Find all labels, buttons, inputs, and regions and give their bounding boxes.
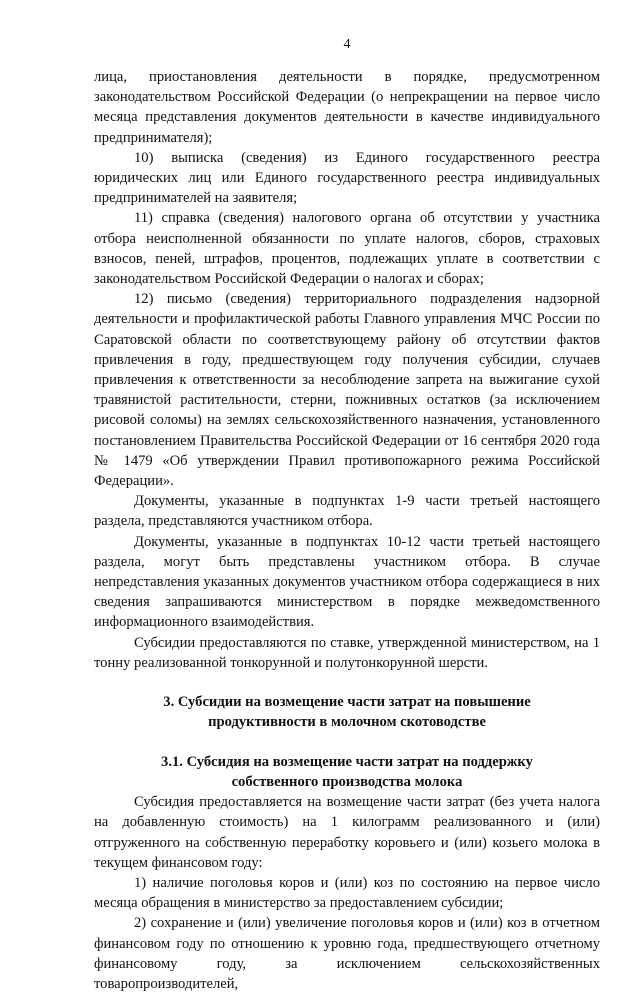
paragraph-item-12: 12) письмо (сведения) территориального подразделения надзорной деятельности и профилактической работы Главного управления МЧС России по Саратовской области по соответствующему району об отсутствии фактов привлечения в году, предшествующем году получения субсидии, случаев привлечения к ответственности за несоблюдение запрета на выжигание сухой травянистой растительности, стерни, пожнивных остатков (за исключением рисовой соломы) на землях сельскохозяйственного назначения, установленного постановлением Правительства Российской Федерации от 16 сентября 2020 года № 1479 «Об утверждении Правил противопожарного режима Российской Федерации». [94,291,600,490]
section-3-1-heading-line-1: 3.1. Субсидия на возмещение части затрат на поддержку [161,754,533,771]
paragraph-item-10: 10) выписка (сведения) из Единого государственного реестра юридических лиц или Единого государственного реестра индивидуальных предпринимателей на заявителя; [94,149,600,207]
paragraph-subsidy-purpose: Субсидия предоставляется на возмещение части затрат (без учета налога на добавленную стоимость) на 1 килограмм реализованного и (или) отгруженного на собственную переработку коровьего и (или) козьего молока в текущем финансовом году: [94,794,600,871]
paragraph-documents-1-9: Документы, указанные в подпунктах 1-9 части третьей настоящего раздела, представляются участником отбора. [94,493,600,530]
bottom-paragraphs [94,792,600,994]
section-3-1-heading [94,752,600,792]
paragraph-condition-2: 2) сохранение и (или) увеличение поголовья коров и (или) коз в отчетном финансовом году по отношению к уровню года, предшествующего отчетному финансовому году, за исключением сельскохозяйственных товаропроизводителей, [94,915,600,992]
paragraph-continuation: лица, приостановления деятельности в порядке, предусмотренном законодательством Российской Федерации (о непрекращении на первое число месяца представления документов деятельности в качестве индивидуального предпринимателя); [94,69,600,146]
paragraph-documents-10-12: Документы, указанные в подпунктах 10-12 части третьей настоящего раздела, могут быть представлены участником отбора. В случае непредставления указанных документов участником отбора содержащиеся в них сведения запрашиваются министерством в порядке межведомственного информационного взаимодействия. [94,533,600,631]
paragraph-condition-1: 1) наличие поголовья коров и (или) коз по состоянию на первое число месяца обращения в министерство за предоставлением субсидии; [94,874,600,912]
page-number: 4 [343,37,351,52]
section-3-heading [94,692,600,732]
paragraph-subsidy-rate: Субсидии предоставляются по ставке, утвержденной министерством, на 1 тонну реализованной тонкорунной и полутонкорунной шерсти. [94,634,600,671]
section-3-1-heading-line-2: собственного производства молока [231,774,463,791]
section-3-heading-line-1: 3. Субсидии на возмещение части затрат на повышение [163,694,531,711]
top-paragraphs [94,67,600,673]
paragraph-item-11: 11) справка (сведения) налогового органа об отсутствии у участника отбора неисполненной обязанности по уплате налогов, сборов, страховых взносов, пеней, штрафов, процентов, подлежащих уплате в соответствии с законодательством Российской Федерации о налогах и сборах; [94,210,600,288]
section-3-heading-line-2: продуктивности в молочном скотоводстве [208,714,486,731]
